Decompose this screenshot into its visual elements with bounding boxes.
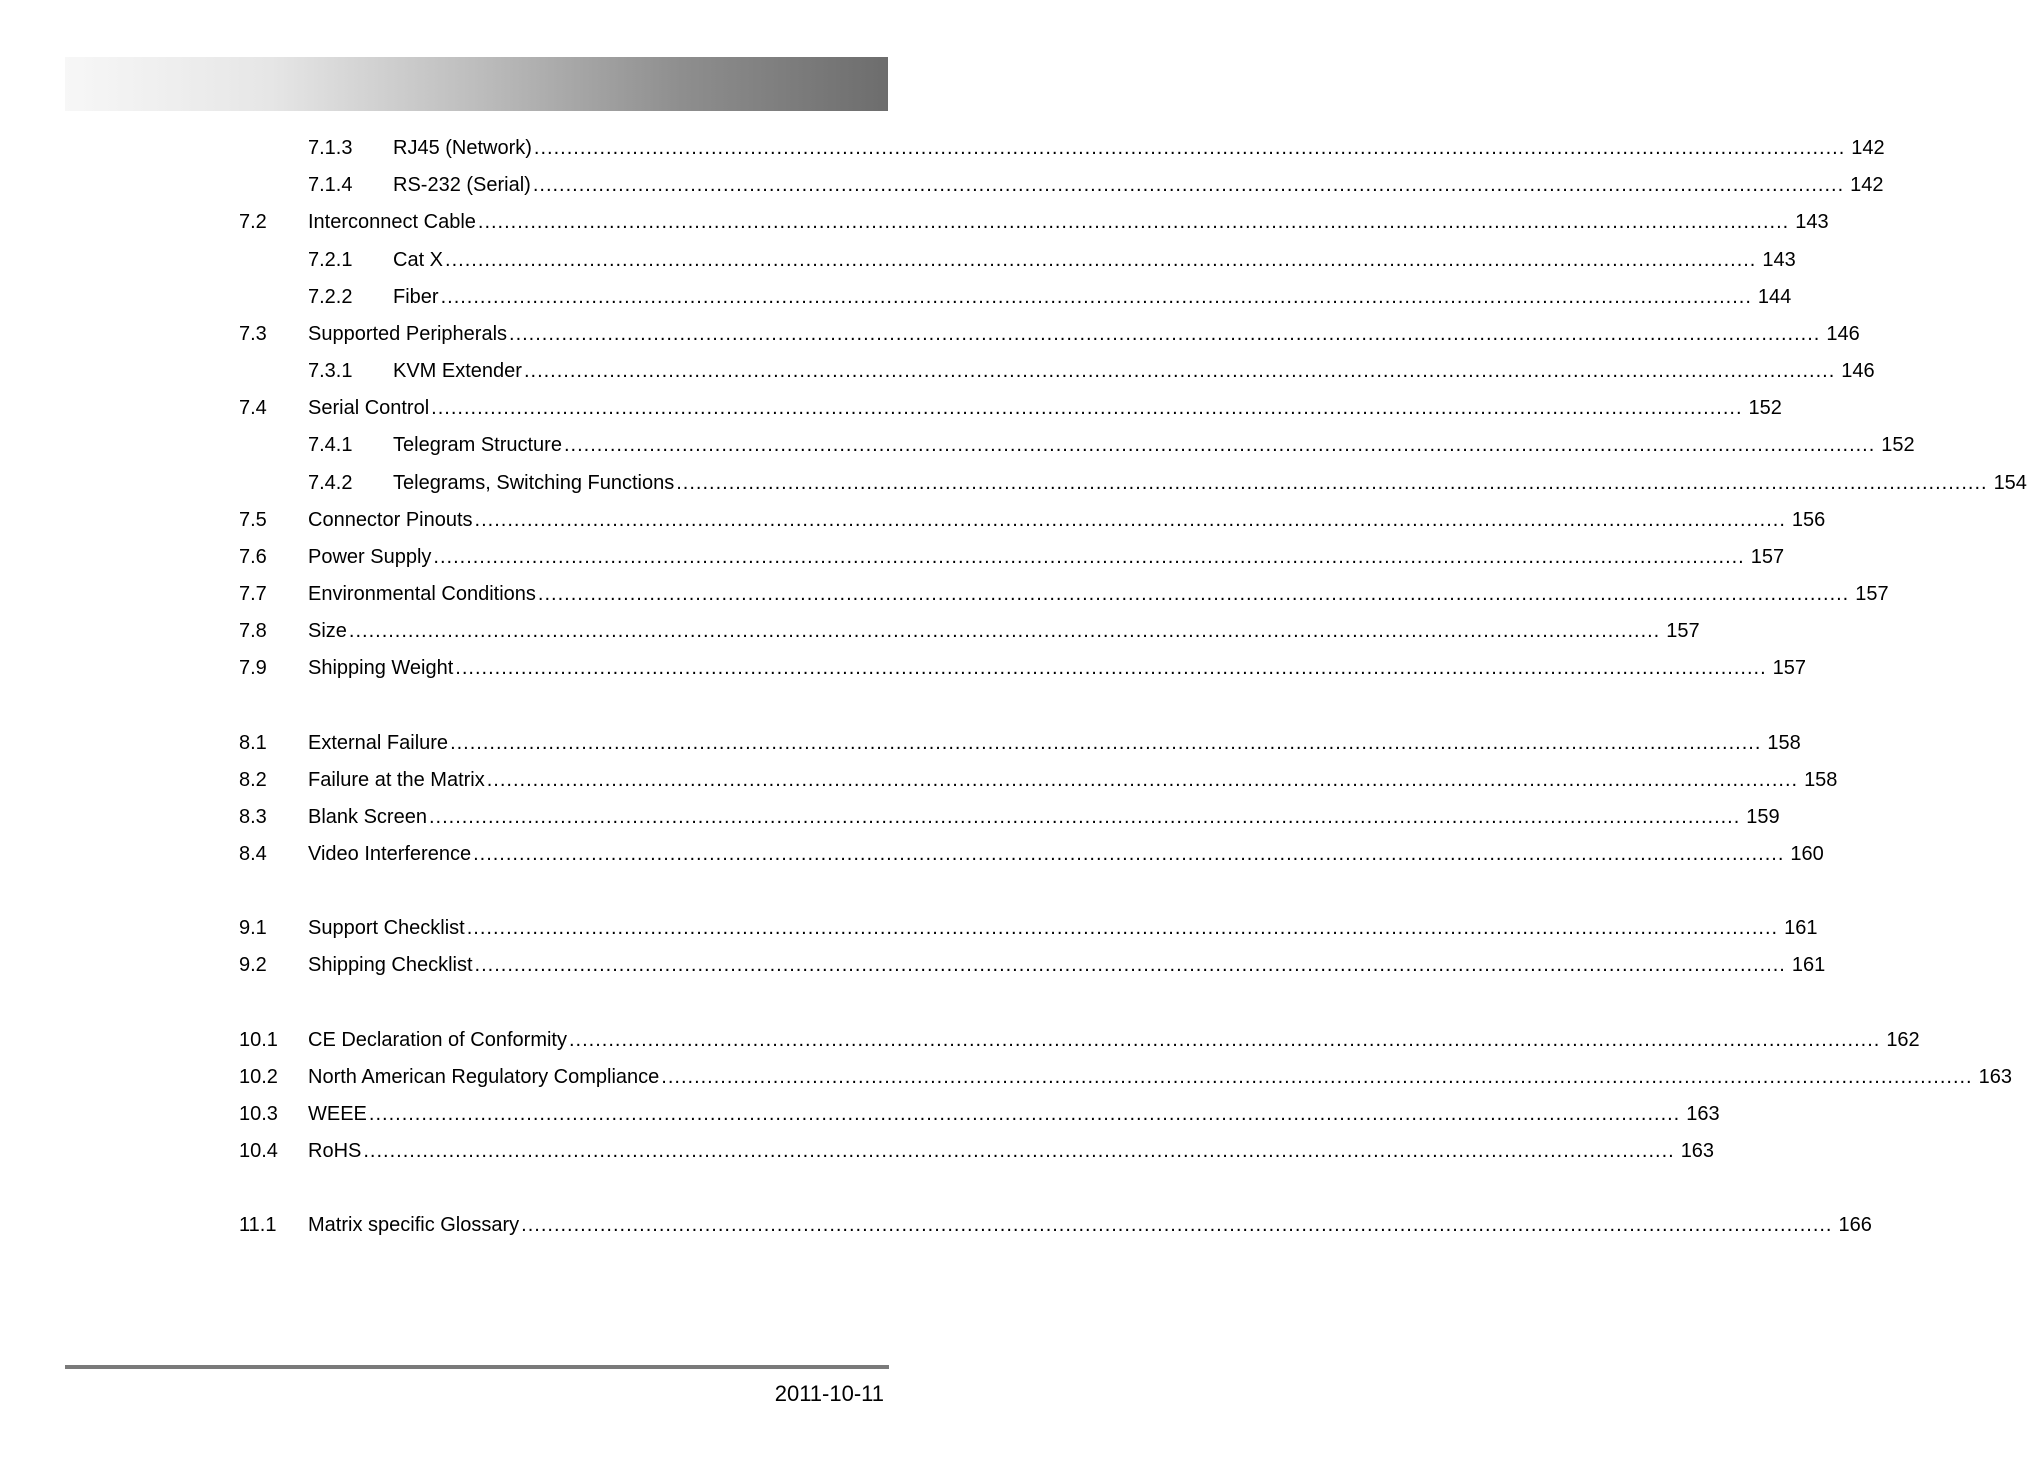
toc-entry-page-number: 143 bbox=[1762, 249, 1796, 271]
toc-leader-dots: ........................................................................................................................................................................................................ bbox=[486, 769, 1799, 791]
toc-entry[interactable] bbox=[0, 390, 1782, 427]
toc-entry-title: Environmental Conditions bbox=[308, 583, 536, 605]
toc-entry-page-number: 157 bbox=[1750, 546, 1785, 568]
toc-entry-leader-line bbox=[308, 947, 1826, 984]
toc-entry-number: 7.5 bbox=[239, 509, 267, 531]
toc-entry-title: KVM Extender bbox=[393, 360, 522, 382]
toc-entry-leader-line bbox=[308, 762, 1838, 799]
toc-entry[interactable] bbox=[0, 576, 1889, 613]
toc-leader-dots: ........................................................................................................................................................................................................ bbox=[521, 1214, 1833, 1236]
toc-entry-leader-line bbox=[393, 465, 2027, 502]
toc-leader-dots: ........................................................................................................................................................................................................ bbox=[440, 286, 1752, 308]
toc-entry-number: 7.4.1 bbox=[308, 434, 353, 456]
toc-entry-number: 7.2.1 bbox=[308, 249, 353, 271]
toc-entry[interactable] bbox=[0, 353, 1875, 390]
toc-leader-dots: ........................................................................................................................................................................................................ bbox=[523, 360, 1836, 382]
toc-leader-dots: ........................................................................................................................................................................................................ bbox=[676, 472, 1988, 494]
toc-leader-dots: ........................................................................................................................................................................................................ bbox=[450, 732, 1762, 754]
toc-entry-page-number: 142 bbox=[1850, 174, 1884, 196]
toc-entry-number: 7.2 bbox=[239, 211, 267, 233]
toc-entry-title: RoHS bbox=[308, 1140, 362, 1162]
toc-entry-leader-line bbox=[308, 910, 1818, 947]
toc-entry-number: 7.4 bbox=[239, 397, 267, 419]
toc-leader-dots: ........................................................................................................................................................................................................ bbox=[532, 174, 1845, 196]
toc-entry-title: Size bbox=[308, 620, 347, 642]
toc-leader-dots: ........................................................................................................................................................................................................ bbox=[455, 657, 1767, 679]
toc-entry[interactable] bbox=[0, 427, 1915, 464]
toc-leader-dots: ........................................................................................................................................................................................................ bbox=[363, 1140, 1675, 1162]
toc-entry[interactable] bbox=[0, 1133, 1715, 1170]
toc-entry-page-number: 163 bbox=[1686, 1103, 1720, 1125]
toc-entry[interactable] bbox=[0, 613, 1700, 650]
toc-entry-leader-line bbox=[308, 650, 1806, 687]
toc-entry-title: Failure at the Matrix bbox=[308, 769, 485, 791]
toc-leader-dots: ........................................................................................................................................................................................................ bbox=[533, 137, 1846, 159]
toc-entry-page-number: 163 bbox=[1680, 1140, 1715, 1162]
toc-entry-number: 7.4.2 bbox=[308, 472, 353, 494]
toc-entry-number: 10.1 bbox=[239, 1029, 278, 1051]
toc-entry-page-number: 152 bbox=[1748, 397, 1782, 419]
toc-entry-page-number: 161 bbox=[1784, 917, 1818, 939]
toc-entry-title: North American Regulatory Compliance bbox=[308, 1066, 660, 1088]
toc-entry-number: 7.3 bbox=[239, 323, 267, 345]
toc-entry[interactable] bbox=[0, 316, 1860, 353]
toc-entry[interactable] bbox=[0, 762, 1838, 799]
toc-entry[interactable] bbox=[0, 650, 1806, 687]
toc-leader-dots: ........................................................................................................................................................................................................ bbox=[563, 434, 1876, 456]
toc-entry-title: Blank Screen bbox=[308, 806, 427, 828]
toc-entry-leader-line bbox=[393, 130, 1885, 167]
toc-entry-title: Video Interference bbox=[308, 843, 472, 865]
toc-entry-leader-line bbox=[308, 799, 1780, 836]
toc-entry-leader-line bbox=[308, 836, 1824, 873]
toc-entry[interactable] bbox=[0, 910, 1818, 947]
toc-leader-dots: ........................................................................................................................................................................................................ bbox=[509, 323, 1821, 345]
toc-entry-page-number: 142 bbox=[1851, 137, 1885, 159]
toc-entry-page-number: 166 bbox=[1838, 1214, 1872, 1236]
toc-entry-title: Power Supply bbox=[308, 546, 432, 568]
toc-entry-title: Serial Control bbox=[308, 397, 430, 419]
toc-entry-page-number: 152 bbox=[1881, 434, 1915, 456]
toc-entry-leader-line bbox=[308, 539, 1785, 576]
toc-entry[interactable] bbox=[0, 502, 1826, 539]
toc-entry-page-number: 154 bbox=[1993, 472, 2027, 494]
toc-entry-page-number: 159 bbox=[1746, 806, 1780, 828]
toc-entry-title: Cat X bbox=[393, 249, 444, 271]
toc-entry-page-number: 143 bbox=[1795, 211, 1829, 233]
toc-entry-leader-line bbox=[393, 167, 1884, 204]
toc-entry-number: 7.6 bbox=[239, 546, 267, 568]
toc-entry-number: 8.4 bbox=[239, 843, 267, 865]
toc-entry-number: 7.7 bbox=[239, 583, 267, 605]
toc-entry-leader-line bbox=[308, 1096, 1720, 1133]
toc-entry[interactable] bbox=[0, 242, 1796, 279]
toc-leader-dots: ........................................................................................................................................................................................................ bbox=[661, 1066, 1973, 1088]
toc-entry-number: 8.2 bbox=[239, 769, 267, 791]
toc-entry[interactable] bbox=[0, 947, 1826, 984]
toc-entry-title: Telegram Structure bbox=[393, 434, 562, 456]
toc-entry[interactable] bbox=[0, 1207, 1872, 1244]
toc-entry-title: Telegrams, Switching Functions bbox=[393, 472, 675, 494]
toc-entry-leader-line bbox=[393, 242, 1796, 279]
toc-entry[interactable] bbox=[0, 1096, 1720, 1133]
toc-entry-leader-line bbox=[308, 576, 1889, 613]
header-gradient-bar bbox=[65, 57, 888, 111]
toc-entry-title: Connector Pinouts bbox=[308, 509, 473, 531]
toc-entry-page-number: 163 bbox=[1978, 1066, 2012, 1088]
toc-entry-title: RJ45 (Network) bbox=[393, 137, 532, 159]
toc-entry-title: External Failure bbox=[308, 732, 449, 754]
toc-entry-page-number: 160 bbox=[1790, 843, 1824, 865]
toc-entry-number: 9.1 bbox=[239, 917, 267, 939]
toc-entry-page-number: 144 bbox=[1757, 286, 1792, 308]
toc-entry-page-number: 161 bbox=[1791, 954, 1826, 976]
toc-entry[interactable] bbox=[0, 836, 1824, 873]
toc-entry-leader-line bbox=[393, 279, 1792, 316]
toc-leader-dots: ........................................................................................................................................................................................................ bbox=[474, 509, 1786, 531]
toc-leader-dots: ........................................................................................................................................................................................................ bbox=[473, 843, 1785, 865]
toc-entry[interactable] bbox=[0, 799, 1780, 836]
toc-entry-leader-line bbox=[393, 427, 1915, 464]
toc-entry[interactable] bbox=[0, 725, 1801, 762]
toc-entry[interactable] bbox=[0, 1059, 2012, 1096]
toc-entry-leader-line bbox=[308, 1059, 2012, 1096]
toc-entry-title: CE Declaration of Conformity bbox=[308, 1029, 567, 1051]
toc-entry-number: 7.3.1 bbox=[308, 360, 353, 382]
toc-entry-title: Support Checklist bbox=[308, 917, 465, 939]
toc-entry[interactable] bbox=[0, 204, 1829, 241]
toc-leader-dots: ........................................................................................................................................................................................................ bbox=[431, 397, 1743, 419]
toc-entry[interactable] bbox=[0, 539, 1785, 576]
toc-entry-page-number: 146 bbox=[1841, 360, 1875, 382]
toc-entry-title: Fiber bbox=[393, 286, 439, 308]
toc-entry-number: 10.4 bbox=[239, 1140, 278, 1162]
toc-entry-leader-line bbox=[308, 1022, 1920, 1059]
toc-leader-dots: ........................................................................................................................................................................................................ bbox=[433, 546, 1745, 568]
toc-entry-number: 7.1.4 bbox=[308, 174, 353, 196]
toc-entry[interactable] bbox=[0, 1022, 1920, 1059]
toc-entry[interactable] bbox=[0, 167, 1884, 204]
toc-entry-leader-line bbox=[308, 1133, 1715, 1170]
toc-entry-page-number: 157 bbox=[1666, 620, 1700, 642]
toc-entry-leader-line bbox=[308, 502, 1826, 539]
toc-entry-page-number: 156 bbox=[1791, 509, 1826, 531]
toc-entry-number: 11.1 bbox=[239, 1214, 277, 1236]
toc-entry-number: 7.8 bbox=[239, 620, 267, 642]
toc-entry-title: RS-232 (Serial) bbox=[393, 174, 531, 196]
toc-entry-page-number: 158 bbox=[1804, 769, 1838, 791]
toc-entry-number: 10.3 bbox=[239, 1103, 278, 1125]
toc-entry-number: 8.1 bbox=[239, 732, 267, 754]
toc-leader-dots: ........................................................................................................................................................................................................ bbox=[537, 583, 1850, 605]
toc-leader-dots: ........................................................................................................................................................................................................ bbox=[474, 954, 1786, 976]
toc-entry-number: 7.9 bbox=[239, 657, 267, 679]
toc-entry-title: Supported Peripherals bbox=[308, 323, 508, 345]
toc-entry-number: 7.2.2 bbox=[308, 286, 353, 308]
footer-date: 2011-10-11 bbox=[774, 1381, 884, 1406]
toc-entry-leader-line bbox=[393, 353, 1875, 390]
toc-entry-number: 10.2 bbox=[239, 1066, 278, 1088]
toc-entry-number: 9.2 bbox=[239, 954, 267, 976]
toc-entry-leader-line bbox=[308, 204, 1829, 241]
toc-entry-leader-line bbox=[308, 316, 1860, 353]
toc-leader-dots: ........................................................................................................................................................................................................ bbox=[428, 806, 1741, 828]
toc-entry-title: Matrix specific Glossary bbox=[308, 1214, 520, 1236]
toc-entry[interactable] bbox=[0, 465, 2027, 502]
toc-entry-title: Shipping Weight bbox=[308, 657, 454, 679]
footer-divider bbox=[65, 1365, 889, 1369]
toc-leader-dots: ........................................................................................................................................................................................................ bbox=[568, 1029, 1881, 1051]
toc-entry-page-number: 158 bbox=[1767, 732, 1801, 754]
toc-entry-leader-line bbox=[308, 1207, 1872, 1244]
toc-entry-leader-line bbox=[308, 725, 1801, 762]
toc-leader-dots: ........................................................................................................................................................................................................ bbox=[477, 211, 1790, 233]
toc-entry-title: Shipping Checklist bbox=[308, 954, 473, 976]
toc-entry-leader-line bbox=[308, 613, 1700, 650]
toc-entry-number: 7.1.3 bbox=[308, 137, 353, 159]
toc-entry-page-number: 157 bbox=[1855, 583, 1889, 605]
toc-entry[interactable] bbox=[0, 130, 1885, 167]
toc-leader-dots: ........................................................................................................................................................................................................ bbox=[348, 620, 1661, 642]
toc-entry-number: 8.3 bbox=[239, 806, 267, 828]
toc-entry-page-number: 157 bbox=[1772, 657, 1806, 679]
toc-leader-dots: ........................................................................................................................................................................................................ bbox=[368, 1103, 1681, 1125]
toc-entry[interactable] bbox=[0, 279, 1792, 316]
toc-leader-dots: ........................................................................................................................................................................................................ bbox=[466, 917, 1779, 939]
toc-entry-page-number: 162 bbox=[1886, 1029, 1920, 1051]
toc-entry-leader-line bbox=[308, 390, 1782, 427]
toc-leader-dots: ........................................................................................................................................................................................................ bbox=[445, 249, 1757, 271]
toc-entry-page-number: 146 bbox=[1826, 323, 1860, 345]
toc-entry-title: Interconnect Cable bbox=[308, 211, 476, 233]
toc-entry-title: WEEE bbox=[308, 1103, 367, 1125]
